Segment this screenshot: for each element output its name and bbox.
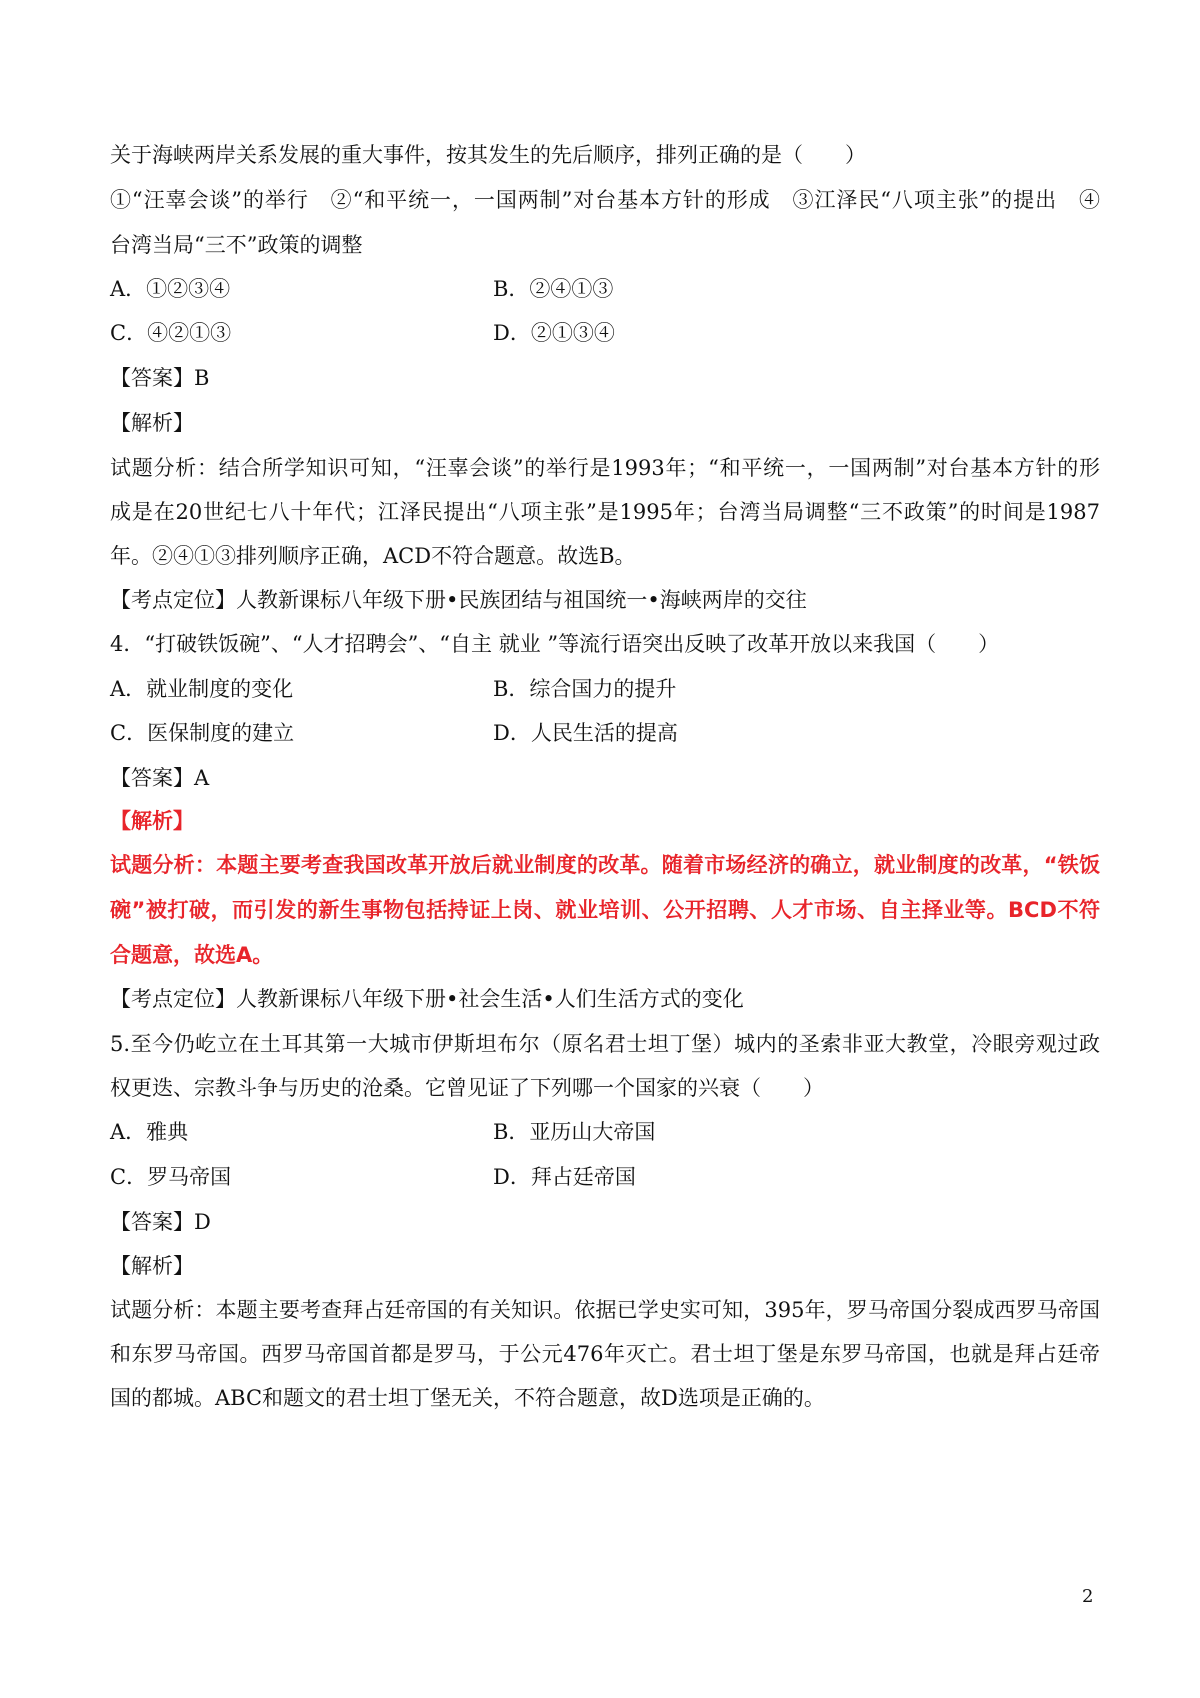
q5-analysis-line1: 试题分析：本题主要考查拜占廷帝国的有关知识。依据已学史实可知，395年，罗马帝国分裂成西罗马帝国: [110, 1298, 1100, 1322]
q3-analysis-line3: 年。②④①③排列顺序正确，ACD不符合题意。故选B。: [110, 544, 636, 568]
q4-kaodian: 【考点定位】人教新课标八年级下册•社会生活•人们生活方式的变化: [110, 987, 744, 1011]
page-number: 2: [1082, 1586, 1094, 1607]
q4-analysis-line3: 合题意，故选A。: [110, 943, 274, 967]
q5-option-d: D．拜占廷帝国: [493, 1165, 636, 1189]
q4-option-c: C．医保制度的建立: [110, 721, 295, 745]
q4-answer: 【答案】A: [110, 766, 210, 790]
q5-option-c: C．罗马帝国: [110, 1165, 232, 1189]
q5-option-a: A．雅典: [110, 1120, 189, 1144]
q3-analysis-heading: 【解析】: [110, 411, 194, 435]
q3-analysis-line2: 成是在20世纪七八十年代；江泽民提出“八项主张”是1995年；台湾当局调整“三不政策”的时间是1987: [110, 500, 1100, 524]
q3-option-d: D．②①③④: [493, 321, 615, 345]
q3-analysis-line1: 试题分析：结合所学知识可知，“汪辜会谈”的举行是1993年；“和平统一，一国两制”对台基本方针的形: [110, 456, 1100, 480]
q5-analysis-heading: 【解析】: [110, 1254, 194, 1278]
q5-option-b: B．亚历山大帝国: [493, 1120, 656, 1144]
q5-answer: 【答案】D: [110, 1210, 211, 1234]
q3-kaodian: 【考点定位】人教新课标八年级下册•民族团结与祖国统一•海峡两岸的交往: [110, 588, 807, 612]
q4-option-b: B．综合国力的提升: [493, 677, 677, 701]
q3-items-line2: 台湾当局“三不”政策的调整: [110, 233, 363, 257]
q5-analysis-line2: 和东罗马帝国。西罗马帝国首都是罗马，于公元476年灭亡。君士坦丁堡是东罗马帝国，也就是拜占廷帝: [110, 1342, 1100, 1366]
q4-stem: 4．“打破铁饭碗”、“人才招聘会”、“自主 就业 ”等流行语突出反映了改革开放以来我国（ ）: [110, 632, 1000, 656]
q4-option-d: D．人民生活的提高: [493, 721, 678, 745]
q3-option-c: C．④②①③: [110, 321, 232, 345]
q3-stem: 关于海峡两岸关系发展的重大事件，按其发生的先后顺序，排列正确的是（ ）: [110, 143, 866, 167]
q3-items-line1: ①“汪辜会谈”的举行 ②“和平统一，一国两制”对台基本方针的形成 ③江泽民“八项主张”的提出 ④: [110, 188, 1100, 212]
q5-stem-line1: 5.至今仍屹立在土耳其第一大城市伊斯坦布尔（原名君士坦丁堡）城内的圣索非亚大教堂，冷眼旁观过政: [110, 1032, 1100, 1056]
q4-analysis-line2: 碗”被打破，而引发的新生事物包括持证上岗、就业培训、公开招聘、人才市场、自主择业等。BCD不符: [110, 898, 1100, 922]
q3-answer: 【答案】B: [110, 366, 210, 390]
q5-analysis-line3: 国的都城。ABC和题文的君士坦丁堡无关，不符合题意，故D选项是正确的。: [110, 1386, 825, 1410]
q4-analysis-heading: 【解析】: [110, 809, 194, 833]
q4-option-a: A．就业制度的变化: [110, 677, 294, 701]
q3-option-a: A．①②③④: [110, 277, 231, 301]
q5-stem-line2: 权更迭、宗教斗争与历史的沧桑。它曾见证了下列哪一个国家的兴衰（ ）: [110, 1076, 824, 1100]
q3-option-b: B．②④①③: [493, 277, 614, 301]
q4-analysis-line1: 试题分析：本题主要考查我国改革开放后就业制度的改革。随着市场经济的确立，就业制度的改革，“铁饭: [110, 853, 1100, 877]
